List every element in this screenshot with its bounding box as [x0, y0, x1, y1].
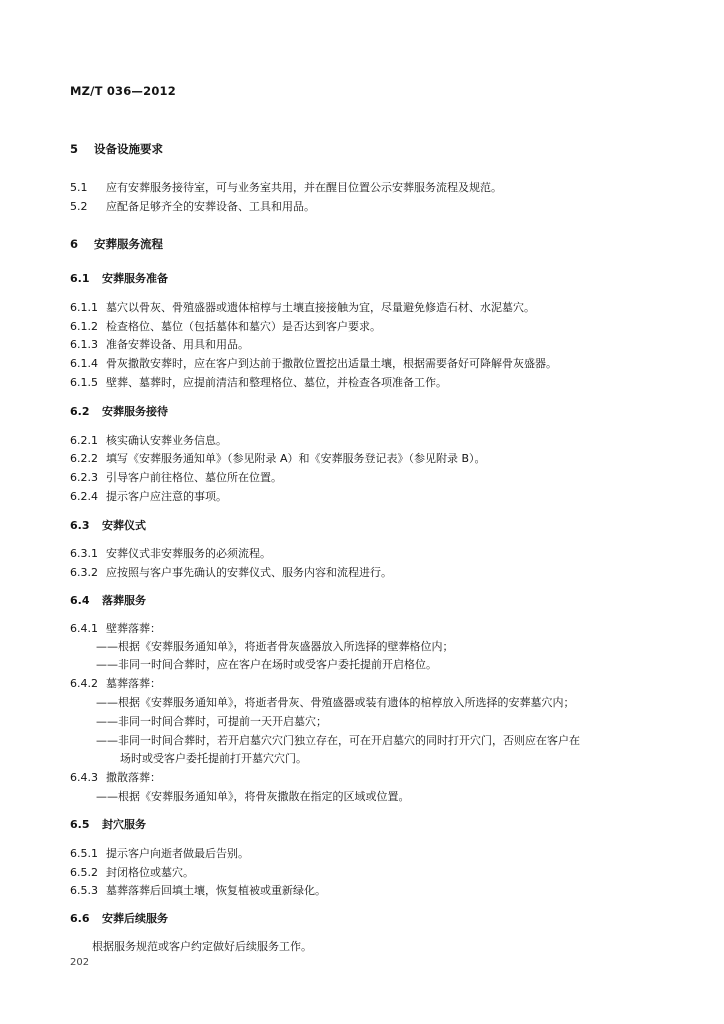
clause-text: 提示客户向逝者做最后告别。 — [106, 847, 249, 860]
section-number: 6.2 — [70, 405, 90, 418]
section-number: 6.4 — [70, 594, 90, 607]
clause-number: 6.2.2 — [70, 452, 98, 465]
clause-text: 填写《安葬服务通知单》（参见附录 A）和《安葬服务登记表》（参见附录 B）。 — [106, 452, 486, 465]
clause-text: 壁葬落葬： — [106, 622, 161, 635]
clause-text: 壁葬、墓葬时，应提前清洁和整理格位、墓位，并检查各项准备工作。 — [106, 376, 447, 389]
clause-number: 6.1.3 — [70, 338, 98, 351]
section-6-heading — [70, 236, 163, 252]
clause-6-5-1 — [70, 845, 249, 861]
clause-number: 6.2.4 — [70, 490, 98, 503]
clause-text: 核实确认安葬业务信息。 — [106, 434, 227, 447]
clause-text: 撒散落葬： — [106, 771, 161, 784]
clause-6-5-3 — [70, 882, 326, 898]
section-number: 6.6 — [70, 912, 90, 925]
clause-number: 5.2 — [70, 200, 88, 213]
dash-item: ——非同一时间合葬时，应在客户在场时或受客户委托提前开启格位。 — [96, 658, 437, 671]
clause-6-4-2 — [70, 675, 161, 691]
clause-text: 检查格位、墓位（包括墓体和墓穴）是否达到客户要求。 — [106, 320, 381, 333]
clause-6-2-3 — [70, 469, 282, 485]
clause-6-5-2 — [70, 864, 194, 880]
section-6-6-heading — [70, 910, 168, 926]
section-title: 安葬服务接待 — [102, 405, 168, 418]
clause-number: 6.4.1 — [70, 622, 98, 635]
section-6-2-heading — [70, 403, 168, 419]
section-number: 5 — [70, 142, 79, 156]
clause-6-4-1 — [70, 620, 161, 636]
dash-item: ——根据《安葬服务通知单》，将骨灰撒散在指定的区域或位置。 — [96, 790, 410, 803]
section-6-4-heading — [70, 592, 146, 608]
clause-number: 6.4.2 — [70, 677, 98, 690]
section-title: 封穴服务 — [102, 818, 146, 831]
clause-6-4-3 — [70, 769, 161, 785]
clause-text: 准备安葬设备、用具和用品。 — [106, 338, 249, 351]
clause-number: 5.1 — [70, 181, 88, 194]
clause-6-1-2 — [70, 318, 381, 334]
clause-text: 墓葬落葬： — [106, 677, 161, 690]
clause-6-1-1 — [70, 299, 535, 315]
clause-6-2-2 — [70, 450, 486, 466]
clause-number: 6.2.1 — [70, 434, 98, 447]
section-title: 设备设施要求 — [94, 142, 163, 156]
clause-number: 6.5.3 — [70, 884, 98, 897]
clause-number: 6.4.3 — [70, 771, 98, 784]
clause-text: 封闭格位或墓穴。 — [106, 866, 194, 879]
section-number: 6 — [70, 237, 79, 251]
section-title: 安葬仪式 — [102, 519, 146, 532]
dash-item: ——根据《安葬服务通知单》，将逝者骨灰盛器放入所选择的壁葬格位内； — [96, 640, 454, 653]
clause-number: 6.2.3 — [70, 471, 98, 484]
section-title: 落葬服务 — [102, 594, 146, 607]
clause-6-3-1 — [70, 545, 271, 561]
page-number: 202 — [70, 957, 90, 968]
section-6-3-heading — [70, 517, 146, 533]
clause-text: 引导客户前往格位、墓位所在位置。 — [106, 471, 282, 484]
clause-6-2-4 — [70, 488, 227, 504]
section-6-1-heading — [70, 270, 168, 286]
clause-text: 应配备足够齐全的安葬设备、工具和用品。 — [106, 200, 315, 213]
clause-number: 6.1.5 — [70, 376, 98, 389]
clause-text: 提示客户应注意的事项。 — [106, 490, 227, 503]
clause-number: 6.3.2 — [70, 566, 98, 579]
clause-number: 6.3.1 — [70, 547, 98, 560]
clause-6-3-2 — [70, 564, 392, 580]
section-number: 6.5 — [70, 818, 90, 831]
clause-number: 6.5.1 — [70, 847, 98, 860]
section-6-5-heading — [70, 816, 146, 832]
clause-6-1-5 — [70, 374, 447, 390]
section-title: 安葬服务流程 — [94, 237, 163, 251]
clause-text: 墓穴以骨灰、骨殖盛器或遗体棺椁与土壤直接接触为宜，尽量避免修造石材、水泥墓穴。 — [106, 301, 535, 314]
clause-text: 骨灰撒散安葬时，应在客户到达前于撒散位置挖出适量土壤，根据需要备好可降解骨灰盛器。 — [106, 357, 557, 370]
clause-number: 6.5.2 — [70, 866, 98, 879]
section-6-6-paragraph: 根据服务规范或客户约定做好后续服务工作。 — [92, 940, 312, 953]
section-5-heading — [70, 141, 163, 157]
clause-text: 应有安葬服务接待室，可与业务室共用，并在醒目位置公示安葬服务流程及规范。 — [106, 181, 502, 194]
dash-item-continued: 场时或受客户委托提前打开墓穴穴门。 — [120, 752, 307, 765]
section-title: 安葬服务准备 — [102, 272, 168, 285]
clause-5-2 — [70, 198, 315, 214]
section-number: 6.3 — [70, 519, 90, 532]
clause-number: 6.1.4 — [70, 357, 98, 370]
clause-number: 6.1.2 — [70, 320, 98, 333]
clause-number: 6.1.1 — [70, 301, 98, 314]
clause-6-1-3 — [70, 336, 249, 352]
clause-text: 安葬仪式非安葬服务的必须流程。 — [106, 547, 271, 560]
dash-item: ——根据《安葬服务通知单》，将逝者骨灰、骨殖盛器或装有遗体的棺椁放入所选择的安葬墓穴内； — [96, 696, 575, 709]
dash-item: ——非同一时间合葬时，若开启墓穴穴门独立存在，可在开启墓穴的同时打开穴门，否则应在客户在 — [96, 734, 580, 747]
section-title: 安葬后续服务 — [102, 912, 168, 925]
dash-item: ——非同一时间合葬时，可提前一天开启墓穴； — [96, 715, 327, 728]
section-number: 6.1 — [70, 272, 90, 285]
clause-6-2-1 — [70, 432, 227, 448]
clause-6-1-4 — [70, 355, 557, 371]
clause-text: 墓葬落葬后回填土壤，恢复植被或重新绿化。 — [106, 884, 326, 897]
clause-5-1 — [70, 179, 502, 195]
standard-code: MZ/T 036—2012 — [70, 84, 176, 98]
clause-text: 应按照与客户事先确认的安葬仪式、服务内容和流程进行。 — [106, 566, 392, 579]
